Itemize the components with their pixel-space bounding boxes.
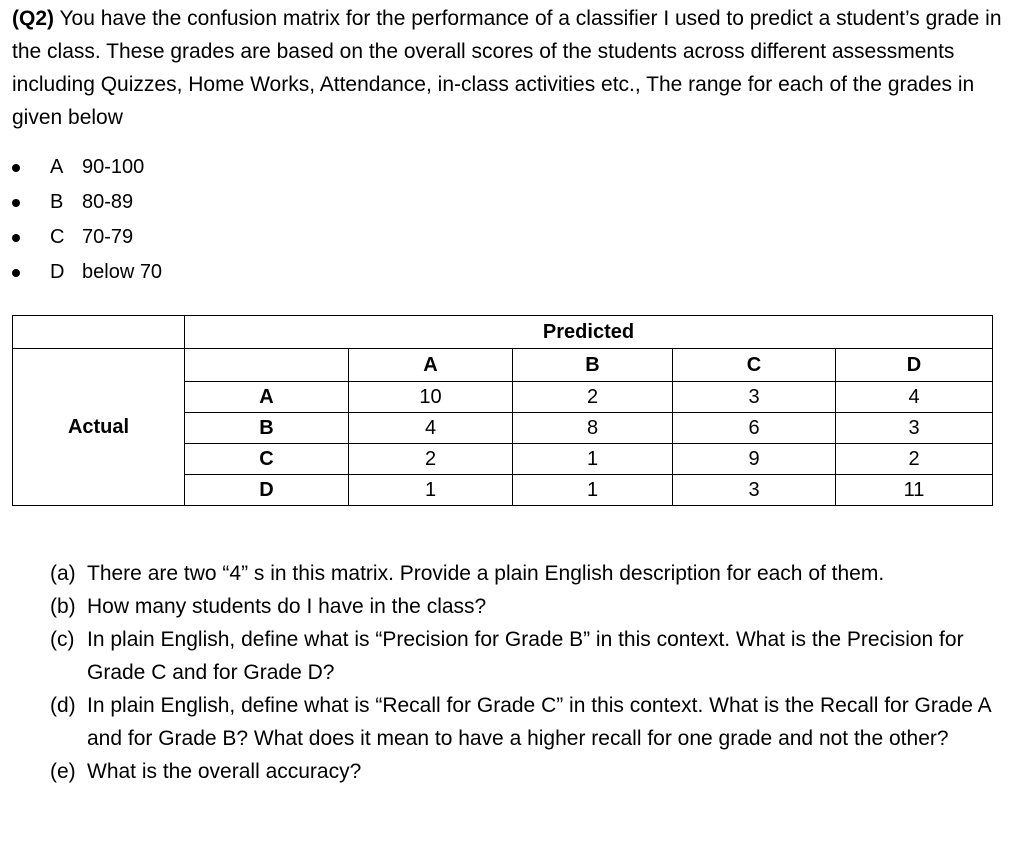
subquestion-b: [50, 590, 1000, 623]
matrix-cell: 1: [513, 444, 673, 475]
grade-letter: B: [50, 191, 64, 213]
subquestion-label: (d): [50, 694, 76, 717]
question-label: (Q2): [12, 7, 54, 30]
grade-letter: D: [50, 261, 65, 283]
actual-header: Actual: [13, 349, 185, 506]
actual-row-header: B: [185, 413, 349, 444]
subquestion-c: [50, 623, 1000, 689]
matrix-corner-cell: [13, 316, 185, 349]
predicted-header: Predicted: [185, 316, 993, 349]
subquestion-text: There are two “4” s in this matrix. Provide a plain English description for each of them.: [87, 562, 885, 585]
predicted-col-header: D: [836, 349, 993, 382]
subquestion-list: [50, 557, 1000, 788]
subquestion-text: In plain English, define what is “Precision for Grade B” in this context. What is the Precision for Grade C and for Grade D?: [87, 628, 964, 684]
bullet-icon: [12, 199, 20, 207]
subquestion-label: (a): [50, 562, 76, 585]
confusion-matrix: [12, 315, 993, 506]
matrix-cell: 3: [673, 475, 836, 506]
bullet-icon: [12, 234, 20, 242]
matrix-cell: 4: [836, 382, 993, 413]
predicted-col-header: A: [349, 349, 513, 382]
matrix-cell: 3: [836, 413, 993, 444]
grade-range: below 70: [82, 261, 163, 283]
subquestion-e: [50, 755, 1000, 788]
bullet-icon: [12, 164, 20, 172]
actual-row-header: C: [185, 444, 349, 475]
matrix-blank-cell: [185, 349, 349, 382]
bullet-icon: [12, 269, 20, 277]
matrix-cell: 2: [513, 382, 673, 413]
subquestion-d: [50, 689, 1000, 755]
matrix-cell: 10: [349, 382, 513, 413]
matrix-cell: 1: [513, 475, 673, 506]
actual-row-header: D: [185, 475, 349, 506]
grade-range: 80-89: [82, 191, 134, 213]
matrix-cell: 2: [349, 444, 513, 475]
matrix-cell: 9: [673, 444, 836, 475]
predicted-col-header: C: [673, 349, 836, 382]
subquestion-label: (e): [50, 760, 76, 783]
question-text: You have the confusion matrix for the performance of a classifier I used to predict a student’s grade in the class. These grades are based on the overall scores of the students across different assessments including Quizzes, Home Works, Attendance, in-class activities etc., The range for each of the grades in given below: [12, 7, 1002, 129]
matrix-cell: 4: [349, 413, 513, 444]
question-intro: [12, 2, 1002, 134]
matrix-cell: 6: [673, 413, 836, 444]
matrix-cell: 2: [836, 444, 993, 475]
subquestion-text: What is the overall accuracy?: [87, 760, 362, 783]
subquestion-label: (b): [50, 595, 76, 618]
grade-range: 70-79: [82, 226, 134, 248]
predicted-col-header: B: [513, 349, 673, 382]
subquestion-text: In plain English, define what is “Recall for Grade C” in this context. What is the Recall for Grade A and for Grade B? What does it mean to have a higher recall for one grade and not the other?: [87, 694, 991, 750]
subquestion-label: (c): [50, 628, 75, 651]
subquestion-a: [50, 557, 1000, 590]
grade-letter: C: [50, 226, 65, 248]
matrix-cell: 1: [349, 475, 513, 506]
matrix-cell: 8: [513, 413, 673, 444]
grade-range: 90-100: [82, 156, 145, 178]
matrix-cell: 3: [673, 382, 836, 413]
actual-row-header: A: [185, 382, 349, 413]
grade-letter: A: [50, 156, 64, 178]
matrix-cell: 11: [836, 475, 993, 506]
subquestion-text: How many students do I have in the class?: [87, 595, 487, 618]
